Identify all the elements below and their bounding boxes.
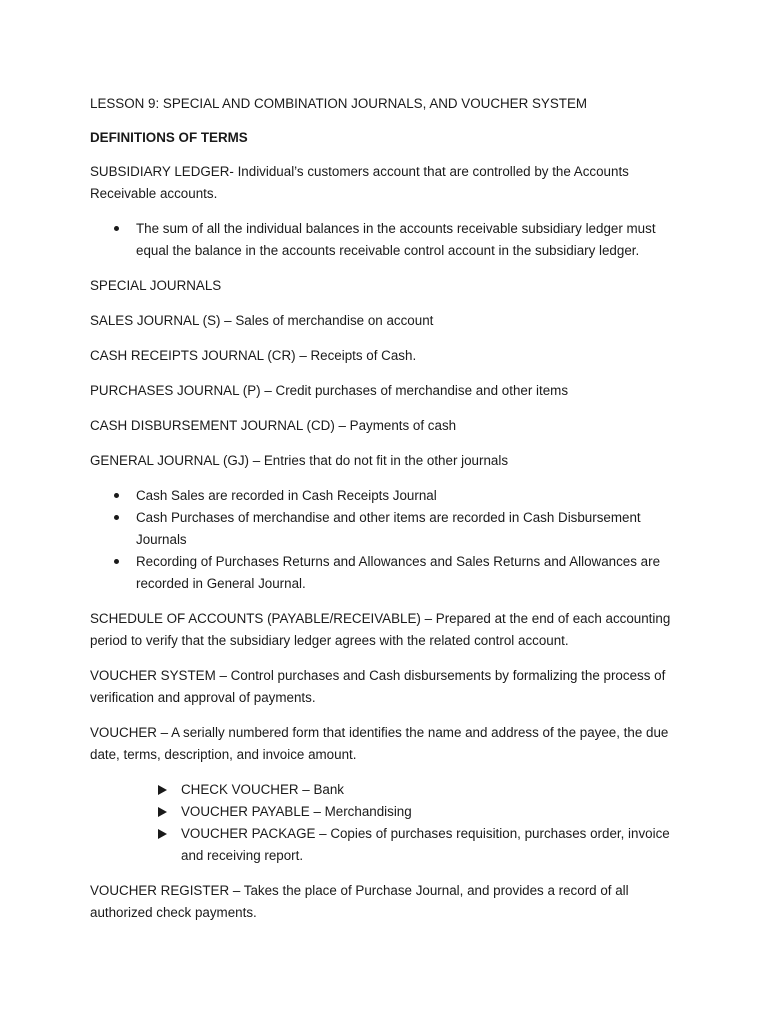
arrow-bullet-icon	[158, 785, 167, 795]
journal-bullet-list	[90, 485, 680, 595]
list-item	[90, 218, 680, 262]
document-page	[90, 93, 680, 937]
bullet-icon	[114, 493, 119, 498]
voucher-definition: VOUCHER – A serially numbered form that identifies the name and address of the payee, the due date, terms, description, and invoice amount.	[90, 725, 669, 762]
list-item	[90, 801, 680, 823]
definitions-heading: DEFINITIONS OF TERMS	[90, 130, 248, 145]
voucher-types-list	[90, 779, 680, 867]
bullet-text: Recording of Purchases Returns and Allowances and Sales Returns and Allowances are recorded in General Journal.	[136, 554, 661, 591]
voucher-system-definition: VOUCHER SYSTEM – Control purchases and Cash disbursements by formalizing the process of verification and approval of payments.	[90, 668, 666, 705]
journal-cash-disbursement: CASH DISBURSEMENT JOURNAL (CD) – Payments of cash	[90, 418, 457, 433]
special-journals-heading: SPECIAL JOURNALS	[90, 278, 222, 293]
voucher-register-definition: VOUCHER REGISTER – Takes the place of Purchase Journal, and provides a record of all authorized check payments.	[90, 883, 629, 920]
list-item	[90, 823, 680, 867]
voucher-type-text: VOUCHER PACKAGE – Copies of purchases requisition, purchases order, invoice and receiving report.	[181, 826, 670, 863]
list-item	[90, 485, 680, 507]
bullet-icon	[114, 559, 119, 564]
list-item	[90, 779, 680, 801]
bullet-text: Cash Sales are recorded in Cash Receipts Journal	[136, 488, 437, 503]
journal-general: GENERAL JOURNAL (GJ) – Entries that do not fit in the other journals	[90, 453, 509, 468]
journal-purchases: PURCHASES JOURNAL (P) – Credit purchases of merchandise and other items	[90, 383, 569, 398]
bullet-text: Cash Purchases of merchandise and other items are recorded in Cash Disbursement Journals	[136, 510, 641, 547]
bullet-text: The sum of all the individual balances in the accounts receivable subsidiary ledger must equal the balance in the accounts receivable control account in the subsidiary ledger.	[136, 221, 656, 258]
arrow-bullet-icon	[158, 829, 167, 839]
lesson-title: LESSON 9: SPECIAL AND COMBINATION JOURNALS, AND VOUCHER SYSTEM	[90, 96, 588, 111]
list-item	[90, 507, 680, 551]
bullet-icon	[114, 515, 119, 520]
voucher-type-text: CHECK VOUCHER – Bank	[181, 782, 344, 797]
subsidiary-ledger-definition: SUBSIDIARY LEDGER- Individual’s customers account that are controlled by the Accounts Receivable accounts.	[90, 164, 629, 201]
schedule-of-accounts-definition: SCHEDULE OF ACCOUNTS (PAYABLE/RECEIVABLE) – Prepared at the end of each accounting period to verify that the subsidiary ledger agrees with the related control account.	[90, 611, 671, 648]
arrow-bullet-icon	[158, 807, 167, 817]
voucher-type-text: VOUCHER PAYABLE – Merchandising	[181, 804, 412, 819]
list-item	[90, 551, 680, 595]
journal-sales: SALES JOURNAL (S) – Sales of merchandise on account	[90, 313, 434, 328]
subsidiary-ledger-bullet-list	[90, 218, 680, 262]
bullet-icon	[114, 226, 119, 231]
journal-cash-receipts: CASH RECEIPTS JOURNAL (CR) – Receipts of Cash.	[90, 348, 417, 363]
